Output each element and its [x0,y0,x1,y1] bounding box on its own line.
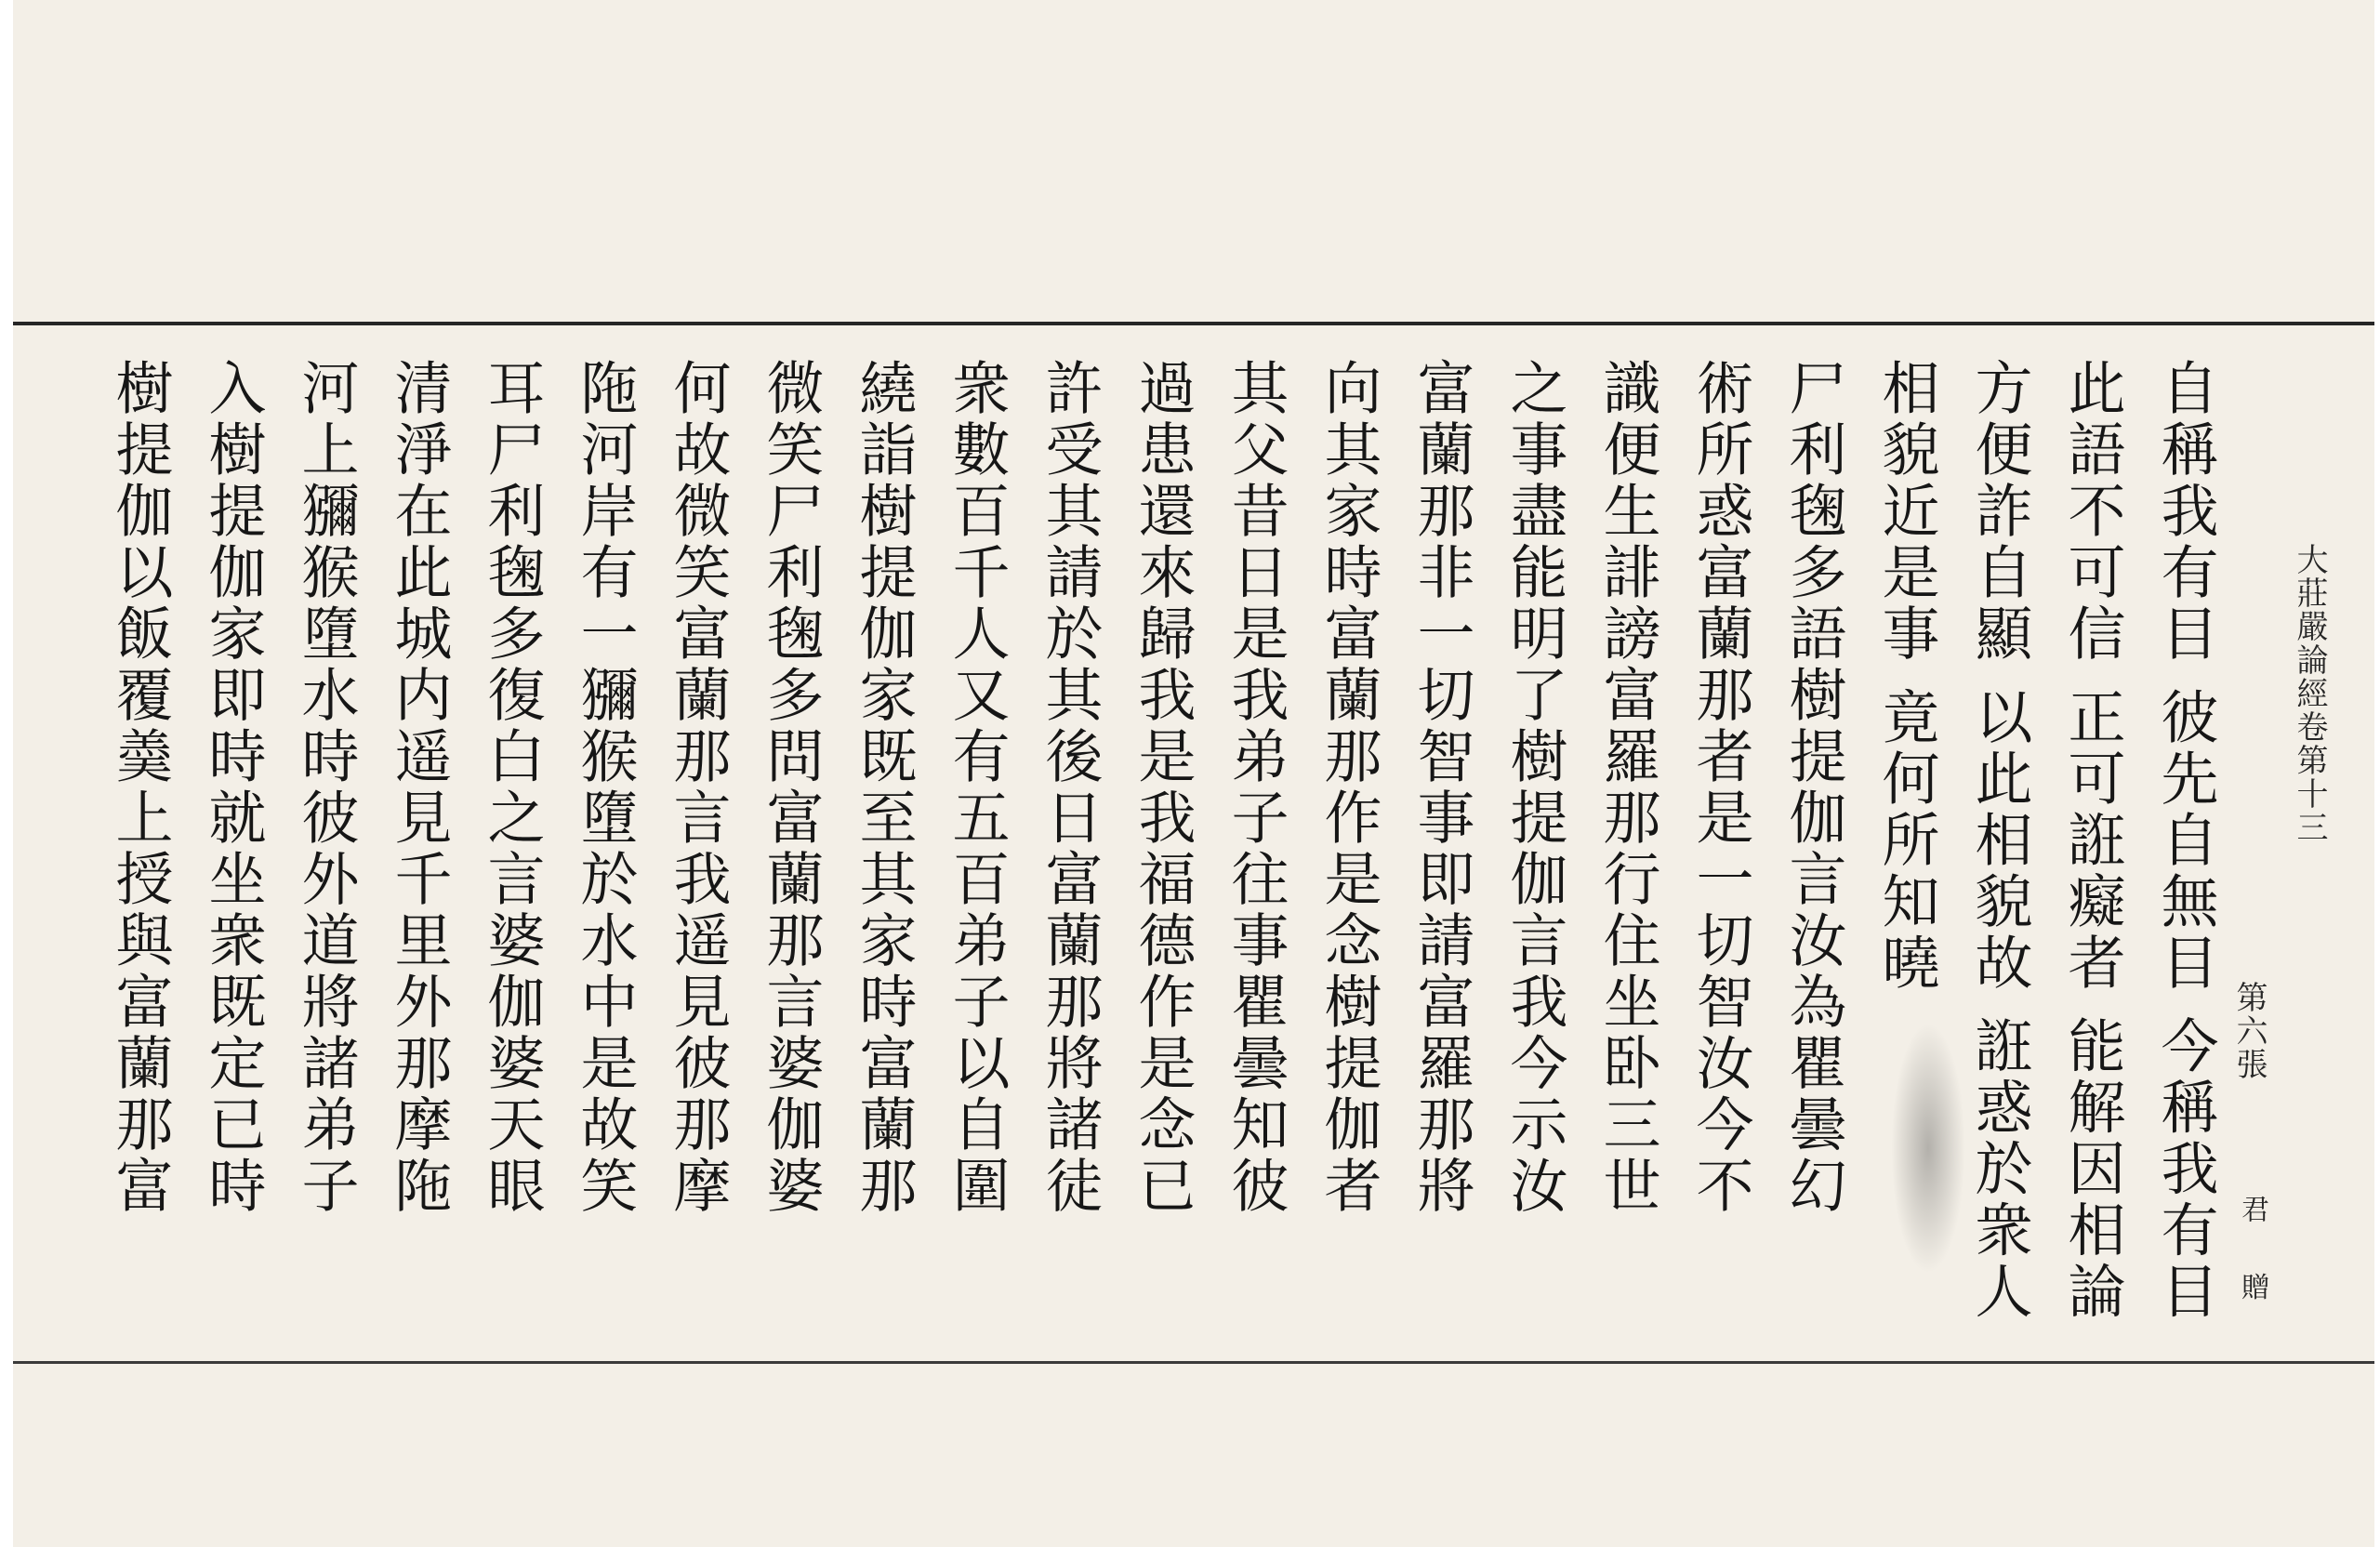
text-column-10: 向其家時富蘭那作是念樹提伽者 [1315,358,1382,1217]
top-border-line [13,322,2374,325]
text-column-2: 此語不可信 正可誑癡者 能解因相論 [2058,358,2126,1323]
sheet-number: 第六張 [2230,981,2268,1081]
text-column-6: 術所惑富蘭那者是一切智汝今不 [1686,358,1754,1217]
text-column-1: 自稱我有目 彼先自無目 今稱我有目 [2151,358,2219,1323]
text-column-12: 過患還來歸我是我福德作是念已 [1129,358,1197,1217]
text-column-21: 河上獼猴墮水時彼外道將諸弟子 [292,358,360,1217]
text-column-9: 富蘭那非一切智事即請富羅那將 [1408,358,1475,1217]
carver-name: 君 贈 [2236,1195,2268,1321]
text-column-7: 識便生誹謗富羅那行住坐卧三世 [1593,358,1661,1217]
text-column-19: 耳尸利毱多復白之言婆伽婆天眼 [478,358,546,1217]
text-column-11: 其父昔日是我弟子往事瞿曇知彼 [1222,358,1289,1217]
text-column-23: 樹提伽以飯覆羮上授與富蘭那富 [106,358,174,1217]
text-column-13: 許受其請於其後日富蘭那將諸徒 [1036,358,1104,1217]
ink-smudge [1891,1023,1965,1274]
text-column-17: 何故微笑富蘭那言我遥見彼那摩 [664,358,732,1217]
text-column-5: 尸利毱多語樹提伽言汝為瞿曇幻 [1779,358,1847,1217]
text-column-15: 繞詣樹提伽家既至其家時富蘭那 [850,358,918,1217]
text-column-8: 之事盡能明了樹提伽言我今示汝 [1501,358,1568,1217]
text-column-4: 相貌近是事 竟何所知曉 [1872,358,1940,994]
text-column-14: 衆數百千人又有五百弟子以自圍 [943,358,1011,1217]
text-column-16: 微笑尸利毱多問富蘭那言婆伽婆 [757,358,825,1217]
text-column-18: 陁河岸有一獼猴墮於水中是故笑 [571,358,639,1217]
text-column-3: 方便詐自顯 以此相貌故 誑惑於衆人 [1965,358,2033,1323]
text-column-22: 入樹提伽家即時就坐衆既定已時 [199,358,267,1217]
scripture-page [13,0,2374,1547]
text-column-20: 清淨在此城内遥見千里外那摩陁 [385,358,453,1217]
bottom-border-line [13,1361,2374,1364]
volume-title: 大莊嚴論經卷第十三 [2291,543,2328,844]
